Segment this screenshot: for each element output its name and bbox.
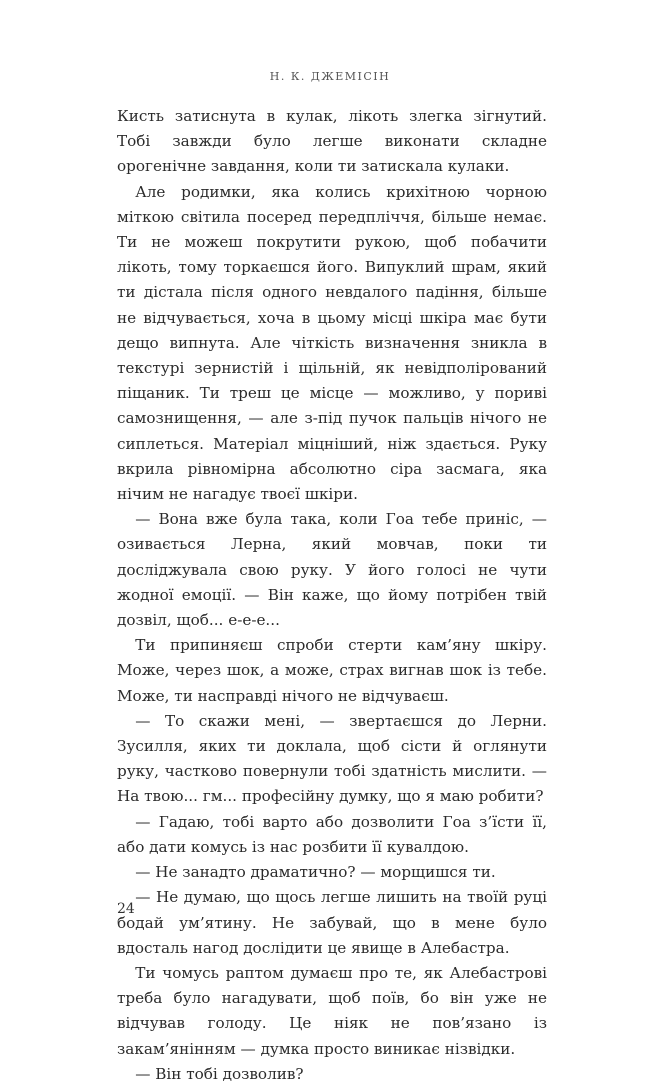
body-text [117, 104, 547, 1087]
paragraph: — Гадаю, тобі варто або дозволити Гоа з’їсти її, або дати комусь із нас розбити її кувалдою. [117, 812, 547, 856]
paragraph: Ти чомусь раптом думаєш про те, як Алебастрові треба було нагадувати, щоб поїв, бо він уже не відчував голоду. Це ніяк не пов’язано із закам’янінням — думка просто виникає нізвідки. [117, 963, 547, 1058]
paragraph: — Вона вже була така, коли Гоа тебе приніс, — озивається Лерна, який мовчав, поки ти досліджувала свою руку. У його голосі не чути жодної емоції. — Він каже, що йому потрібен твій дозвіл, щоб... е-е-е... [117, 510, 547, 630]
paragraph: Ти припиняєш спроби стерти кам’яну шкіру. Може, через шок, а може, страх вигнав шок із тебе. Може, ти насправді нічого не відчуваєш. [117, 636, 547, 705]
paragraph: — Він тобі дозволив? [135, 1064, 304, 1083]
paragraph: Але родимки, яка колись крихітною чорною міткою світила посеред передпліччя, більше немає. Ти не можеш покрутити рукою, щоб побачити лікоть, тому торкаєшся його. Випуклий шрам, який ти дістала після одного невдалого падіння, більше не відчувається, хоча в цьому місці шкіра має бути дещо випнута. Але чіткість визначення зникла в текстурі зернистій і щільній, як невідполірований піщаник. Ти треш це місце — можливо, у пориві самознищення, — але з-під пучок пальців нічого не сиплеться. Матеріал міцніший, ніж здається. Руку вкрила рівномірна абсолютно сіра засмага, яка нічим не нагадує твоєї шкіри. [117, 182, 547, 504]
page-number: 24 [117, 901, 135, 917]
paragraph: — Не занадто драматично? — морщишся ти. [135, 863, 496, 882]
paragraph: — Не думаю, що щось легше лишить на твоїй руці бодай ум’ятину. Не забувай, що в мене було вдосталь нагод дослідити це явище в Алебастра. [117, 888, 547, 957]
paragraph: Кисть затиснута в кулак, лікоть злегка зігнутий. Тобі завжди було легше виконати складне орогенічне завдання, коли ти затискала кулаки. [117, 107, 547, 176]
paragraph: — То скажи мені, — звертаєшся до Лерни. Зусилля, яких ти доклала, щоб сісти й оглянути руку, частково повернули тобі здатність мислити. — На твою... гм... професійну думку, що я маю робити? [117, 711, 547, 806]
running-header: Н. К. ДЖЕМІСІН [269, 70, 391, 83]
